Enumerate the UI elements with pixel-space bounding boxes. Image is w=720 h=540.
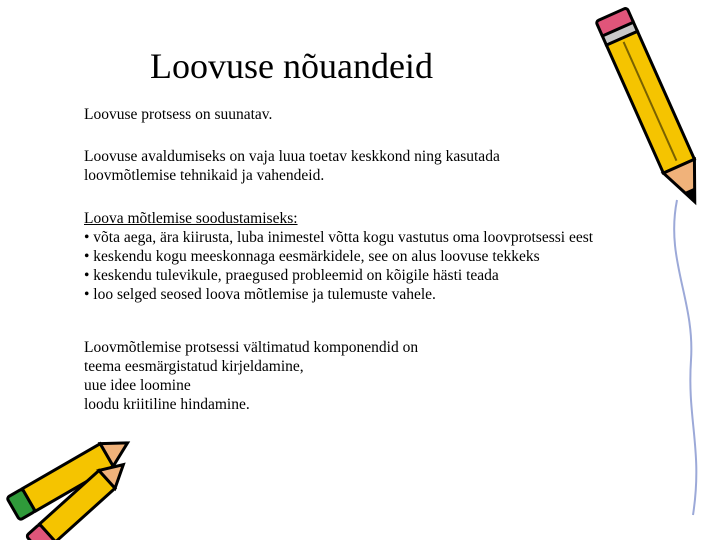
intro-text: Loovuse protsess on suunatav. [84,106,273,123]
paragraph-line: Loovmõtlemise protsessi vältimatud komponendid on [84,339,419,356]
pencils-icon [0,430,150,540]
bullet-item: • võta aega, ära kiirusta, luba inimestel võtta kogu vastutus oma loovprotsessi eest [84,229,594,246]
paragraph-line: Loovuse avaldumiseks on vaja luua toetav keskkond ning kasutada [84,148,500,165]
slide-title: Loovuse nõuandeid [150,46,433,86]
section-heading: Loova mõtlemise soodustamiseks: [84,210,298,227]
intro-paragraph [84,105,684,124]
tips-section [84,209,684,304]
paragraph-line: loovmõtlemise tehnikaid ja vahendeid. [84,167,325,184]
environment-paragraph [84,147,684,185]
components-paragraph [84,338,684,414]
paragraph-line: uue idee loomine [84,377,191,394]
bullet-item: • keskendu kogu meeskonnaga eesmärkidele, see on alus loovuse tekkeks [84,248,540,265]
paragraph-line: teema eesmärgistatud kirjeldamine, [84,358,304,375]
bullet-item: • loo selged seosed loova mõtlemise ja tulemuste vahele. [84,286,436,303]
paragraph-line: loodu kriitiline hindamine. [84,396,250,413]
pencil-icon [595,0,720,540]
bullet-item: • keskendu tulevikule, praegused probleemid on kõigile hästi teada [84,267,499,284]
